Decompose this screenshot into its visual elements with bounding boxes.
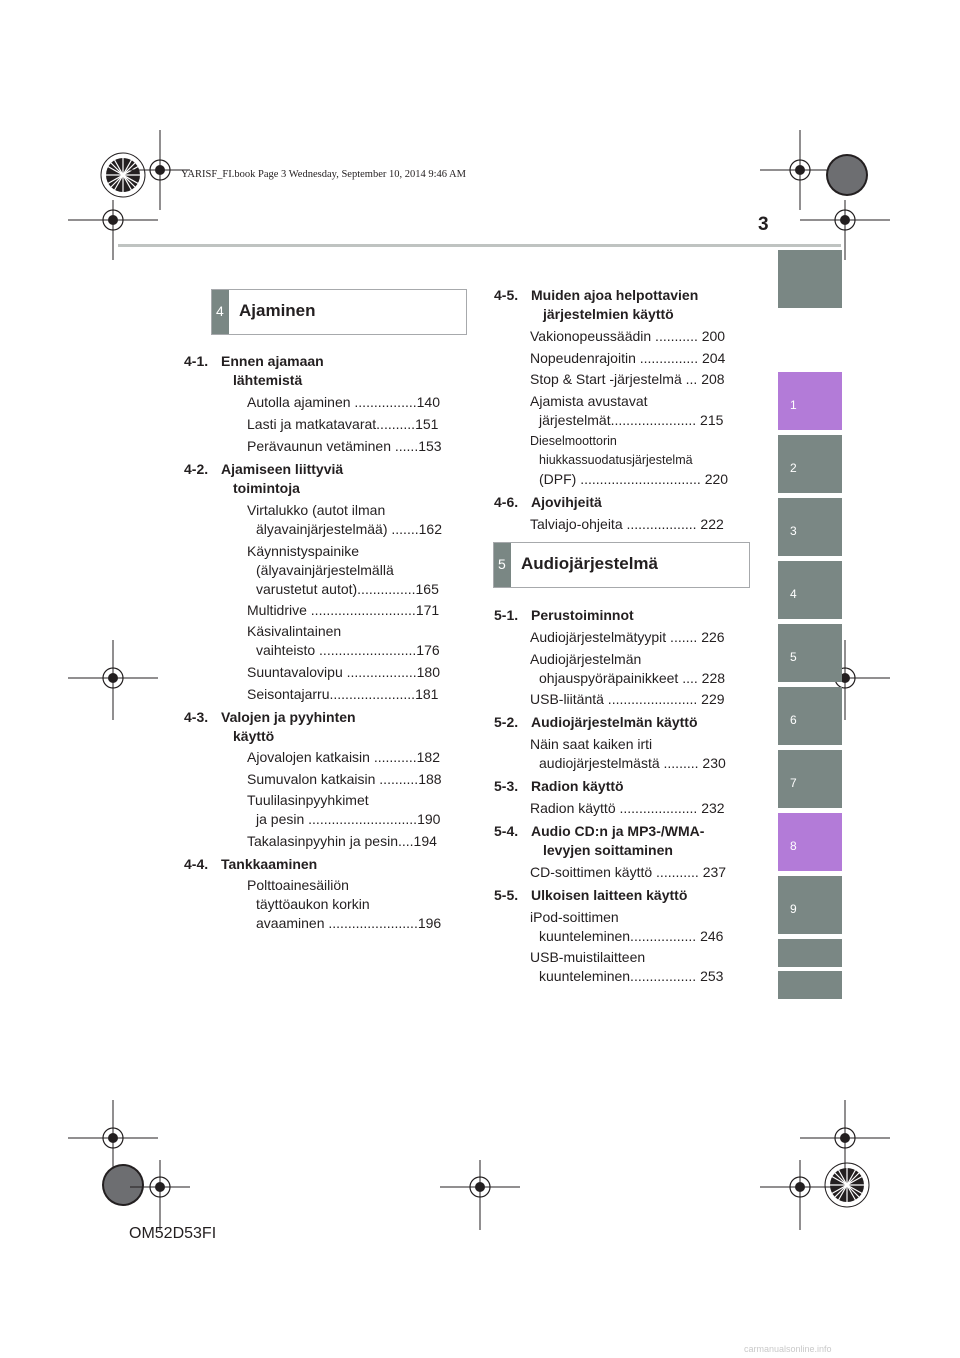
toc-entry[interactable]: USB-liitäntä ....................... 229 bbox=[530, 691, 725, 707]
side-tab-3[interactable]: 3 bbox=[778, 498, 842, 556]
crosshair-mark-icon bbox=[68, 640, 158, 720]
side-tab-4[interactable]: 4 bbox=[778, 561, 842, 619]
toc-entry[interactable]: Seisontajarru......................181 bbox=[247, 686, 439, 702]
side-tab-blank[interactable] bbox=[778, 250, 842, 308]
toc-entry[interactable]: CD-soittimen käyttö ........... 237 bbox=[530, 864, 727, 880]
side-tab-8[interactable]: 8 bbox=[778, 813, 842, 871]
book-header: YARISF_FI.book Page 3 Wednesday, September 10, 2014 9:46 AM bbox=[181, 169, 466, 180]
toc-entry[interactable]: Käynnistyspainike (älyavainjärjestelmällä varustetut autot)...............165 bbox=[247, 543, 439, 597]
header-rule bbox=[118, 244, 841, 247]
toc-entry[interactable]: Polttoainesäiliön täyttöaukon korkin avaaminen .......................196 bbox=[247, 877, 442, 931]
toc-entry[interactable]: Näin saat kaiken irti audiojärjestelmästä ......... 230 bbox=[530, 736, 726, 771]
toc-entry[interactable]: Perävaunun vetäminen ......153 bbox=[247, 438, 442, 454]
side-tab-6[interactable]: 6 bbox=[778, 687, 842, 745]
toc-entry[interactable]: Tuulilasinpyyhkimet ja pesin ............................190 bbox=[247, 792, 441, 827]
toc-entry[interactable]: Radion käyttö .................... 232 bbox=[530, 800, 725, 816]
section-4-box bbox=[211, 289, 467, 335]
side-tab-blank[interactable] bbox=[778, 971, 842, 999]
toc-entry[interactable]: Multidrive ...........................171 bbox=[247, 602, 440, 618]
crosshair-mark-icon bbox=[68, 200, 158, 260]
registration-mark-icon bbox=[822, 1160, 872, 1210]
toc-entry[interactable]: Suuntavalovipu ..................180 bbox=[247, 664, 440, 680]
section-title: Audiojärjestelmä bbox=[521, 554, 658, 573]
toc-entry[interactable]: Audiojärjestelmän ohjauspyöräpainikkeet .... 228 bbox=[530, 651, 726, 686]
toc-entry[interactable]: Stop & Start -järjestelmä ... 208 bbox=[530, 371, 725, 387]
side-tab-9[interactable]: 9 bbox=[778, 876, 842, 934]
toc-entry[interactable]: Talviajo-ohjeita .................. 222 bbox=[530, 516, 724, 532]
side-tab-blank[interactable] bbox=[778, 939, 842, 967]
toc-entry[interactable]: Audiojärjestelmätyypit ....... 226 bbox=[530, 629, 725, 645]
toc-entry[interactable]: Autolla ajaminen ................140 bbox=[247, 394, 440, 410]
watermark: carmanualsonline.info bbox=[744, 1344, 832, 1354]
crosshair-mark-icon bbox=[130, 1160, 190, 1230]
document-code: OM52D53FI bbox=[129, 1225, 217, 1242]
toc-entry[interactable]: Dieselmoottorin hiukkassuodatusjärjestelmä (DPF) ............................... 220 bbox=[530, 434, 729, 487]
toc-entry[interactable]: Virtalukko (autot ilman älyavainjärjestelmää) .......162 bbox=[247, 502, 442, 537]
section-title: Ajaminen bbox=[239, 301, 316, 320]
section-number: 4 bbox=[212, 290, 229, 334]
section-number: 5 bbox=[494, 543, 511, 587]
toc-entry[interactable]: Takalasinpyyhin ja pesin....194 bbox=[247, 833, 437, 849]
toc-entry[interactable]: Käsivalintainen vaihteisto .........................176 bbox=[247, 623, 440, 658]
crosshair-mark-icon bbox=[440, 1160, 520, 1230]
toc-entry[interactable]: USB-muistilaitteen kuunteleminen................. 253 bbox=[530, 949, 724, 984]
toc-entry[interactable]: Sumuvalon katkaisin ..........188 bbox=[247, 771, 442, 787]
toc-entry[interactable]: Vakionopeussäädin ........... 200 bbox=[530, 328, 726, 344]
side-tab-5[interactable]: 5 bbox=[778, 624, 842, 682]
section-5-box bbox=[493, 542, 750, 588]
side-tab-1[interactable]: 1 bbox=[778, 372, 842, 430]
toc-entry[interactable]: iPod-soittimen kuunteleminen................. 246 bbox=[530, 909, 724, 944]
side-tab-7[interactable]: 7 bbox=[778, 750, 842, 808]
page-number: 3 bbox=[758, 214, 769, 235]
toc-entry[interactable]: Ajamista avustavat järjestelmät...................... 215 bbox=[530, 393, 724, 428]
toc-entry[interactable]: Ajovalojen katkaisin ...........182 bbox=[247, 749, 440, 765]
toc-entry[interactable]: Nopeudenrajoitin ............... 204 bbox=[530, 350, 726, 366]
side-tab-2[interactable]: 2 bbox=[778, 435, 842, 493]
registration-mark-icon bbox=[822, 150, 872, 200]
toc-entry[interactable]: Lasti ja matkatavarat..........151 bbox=[247, 416, 439, 432]
